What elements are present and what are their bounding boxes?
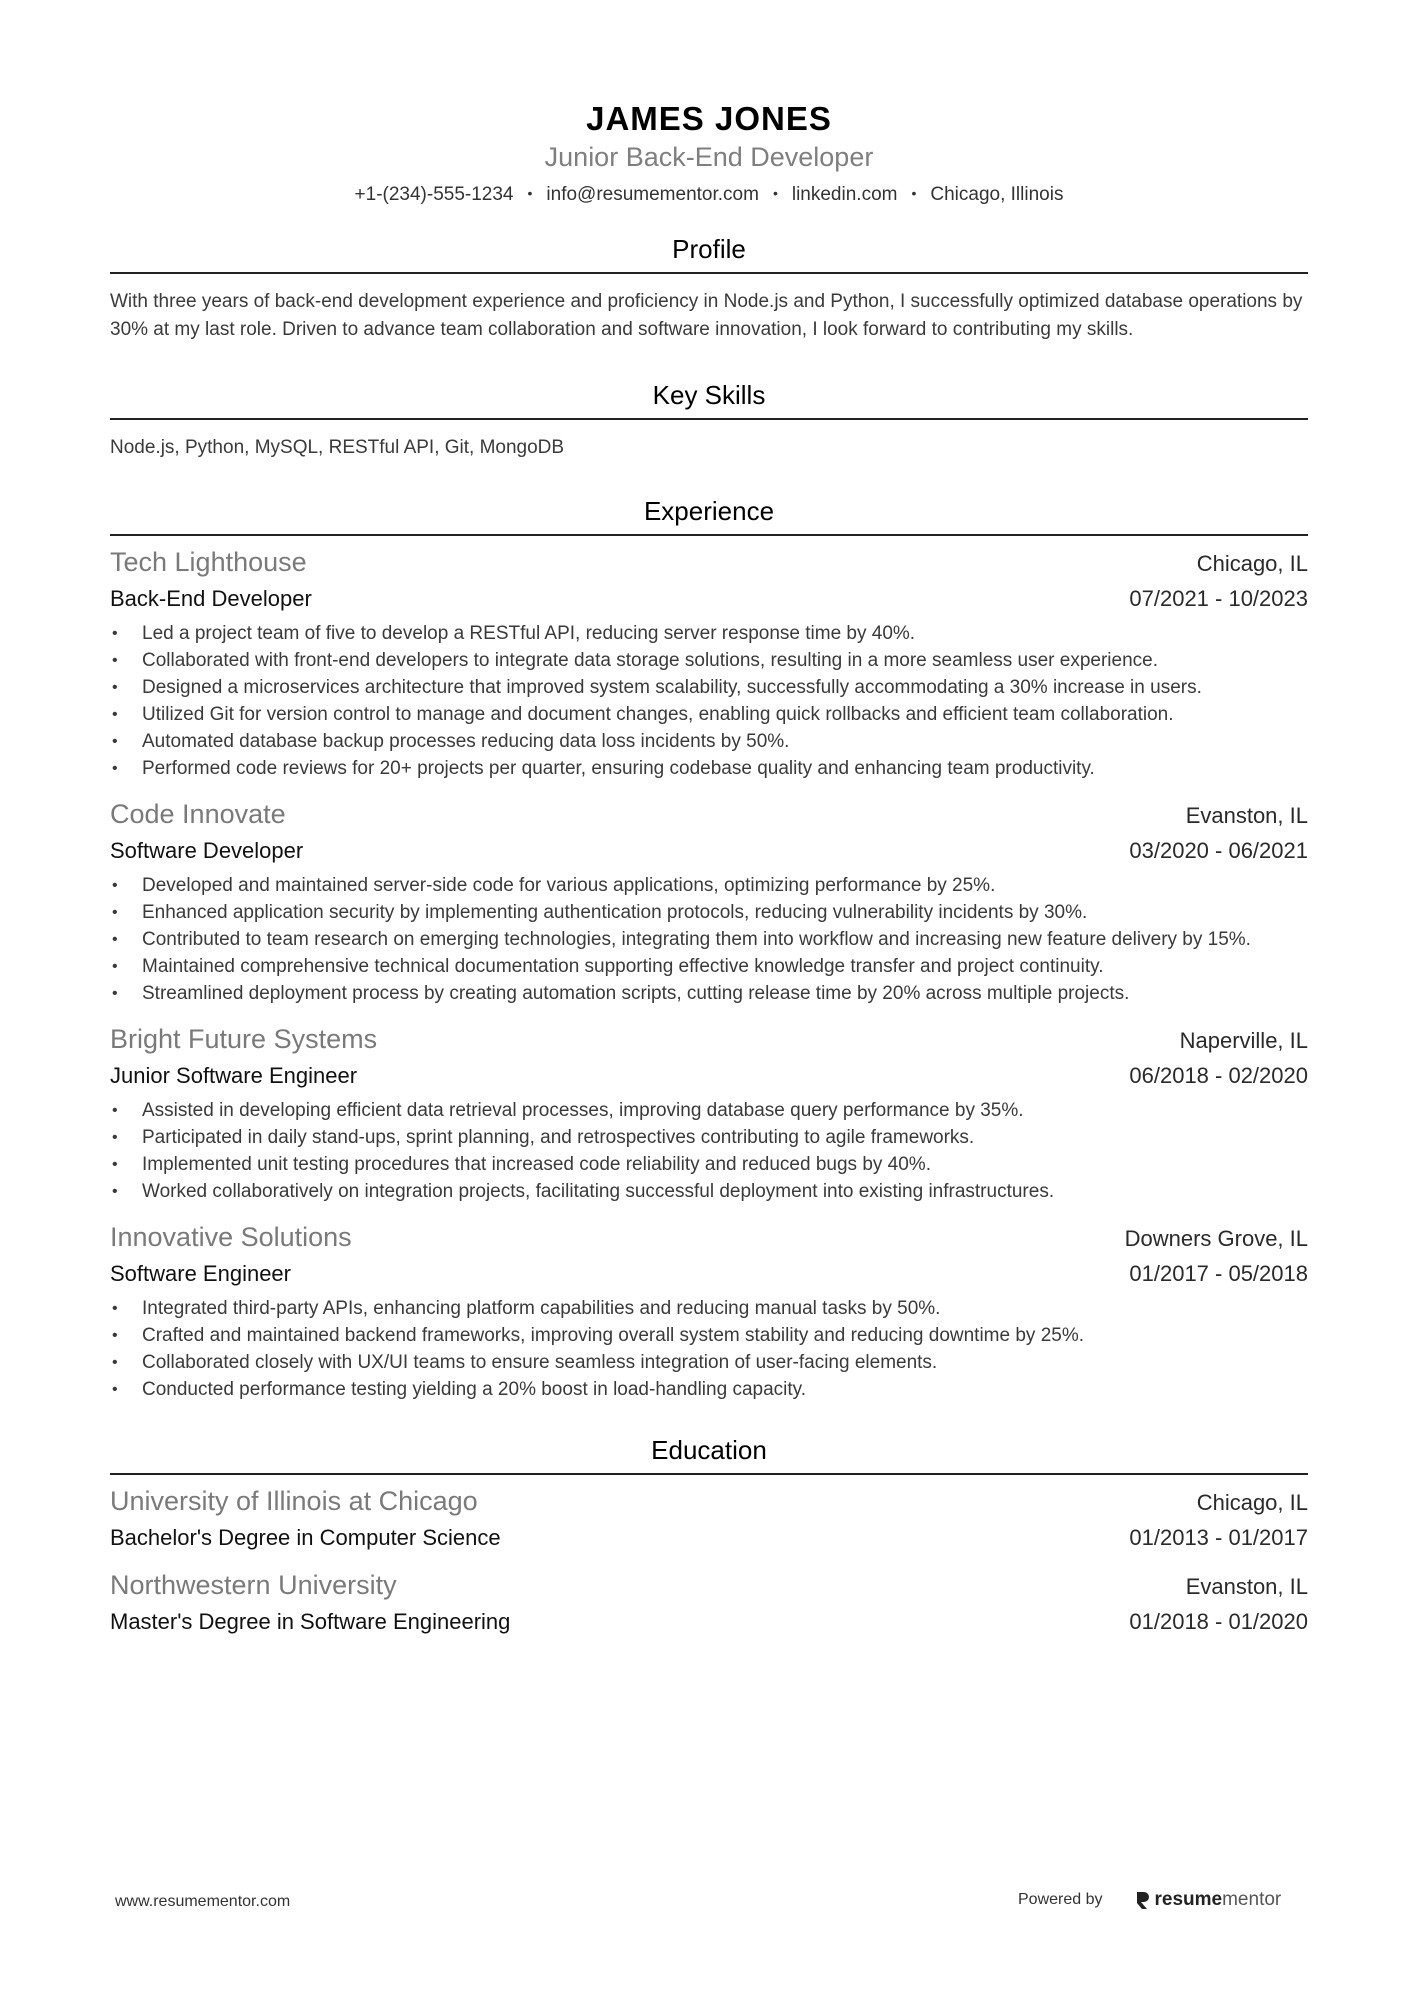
contact-email: info@resumementor.com: [546, 184, 759, 205]
job-location: Downers Grove, IL: [1124, 1226, 1308, 1251]
education-entry: [110, 1567, 1308, 1639]
job-bullet: • Designed a microservices architecture that improved system scalability, successfully accommodating a 30% increase in users.: [142, 674, 1308, 701]
job-header-row: [110, 1219, 1308, 1257]
contact-line: [110, 178, 1308, 210]
skills-section: [110, 378, 1308, 462]
job-bullet: • Integrated third-party APIs, enhancing platform capabilities and reducing manual tasks by 50%.: [142, 1295, 1308, 1322]
profile-text: With three years of back-end development experience and proficiency in Node.js and Python, I successfully optimized database operations by 30% at my last role. Driven to advance team collaboration and software innovation, I look forward to contributing my skills.: [110, 291, 1303, 340]
job-bullets: [110, 620, 1308, 782]
contact-separator: •: [772, 185, 778, 201]
resumementor-logo-icon: [1135, 1890, 1151, 1910]
edu-location: Chicago, IL: [1196, 1490, 1308, 1515]
edu-dates: 01/2018 - 01/2020: [1129, 1609, 1308, 1634]
resume-page: [110, 96, 1308, 1639]
section-heading-profile: Profile: [110, 232, 1308, 274]
job-entry: [110, 544, 1308, 782]
profile-section: [110, 232, 1308, 344]
job-role-row: [110, 1059, 1308, 1093]
job-bullet: • Worked collaboratively on integration projects, facilitating successful deployment into existing infrastructures.: [142, 1178, 1308, 1205]
contact-linkedin: linkedin.com: [791, 184, 898, 205]
section-heading-experience: Experience: [110, 494, 1308, 536]
candidate-title: Junior Back-End Developer: [544, 142, 874, 172]
job-bullet: • Streamlined deployment process by creating automation scripts, cutting release time by 20% across multiple projects.: [142, 980, 1308, 1007]
job-company: Bright Future Systems: [110, 1024, 378, 1054]
job-company: Tech Lighthouse: [110, 547, 307, 577]
edu-degree: Bachelor's Degree in Computer Science: [110, 1525, 501, 1550]
job-location: Naperville, IL: [1179, 1028, 1308, 1053]
footer-website[interactable]: www.resumementor.com: [115, 1893, 291, 1910]
job-company: Innovative Solutions: [110, 1222, 352, 1252]
job-header-row: [110, 1021, 1308, 1059]
footer-powered: [1018, 1889, 1281, 1911]
brand-light: mentor: [1222, 1889, 1282, 1910]
job-bullet: • Utilized Git for version control to manage and document changes, enabling quick rollbacks and efficient team collaboration.: [142, 701, 1308, 728]
job-bullet: • Performed code reviews for 20+ projects per quarter, ensuring codebase quality and enhancing team productivity.: [142, 755, 1308, 782]
edu-school: Northwestern University: [110, 1570, 397, 1600]
section-heading-skills: Key Skills: [110, 378, 1308, 420]
experience-section: [110, 494, 1308, 1403]
job-dates: 06/2018 - 02/2020: [1129, 1063, 1308, 1088]
contact-location: Chicago, Illinois: [930, 184, 1064, 205]
job-bullet: • Collaborated closely with UX/UI teams to ensure seamless integration of user-facing elements.: [142, 1349, 1308, 1376]
edu-degree-row: [110, 1605, 1308, 1639]
job-bullet: • Participated in daily stand-ups, sprint planning, and retrospectives contributing to agile frameworks.: [142, 1124, 1308, 1151]
job-bullet: • Automated database backup processes reducing data loss incidents by 50%.: [142, 728, 1308, 755]
job-bullets: [110, 872, 1308, 1007]
job-role-row: [110, 1257, 1308, 1291]
education-list: [110, 1483, 1308, 1639]
job-entry: [110, 1219, 1308, 1403]
job-role-row: [110, 834, 1308, 868]
job-role: Software Developer: [110, 838, 304, 863]
job-bullet: • Crafted and maintained backend frameworks, improving overall system stability and reducing downtime by 25%.: [142, 1322, 1308, 1349]
job-role: Back-End Developer: [110, 586, 312, 611]
job-bullets: [110, 1295, 1308, 1403]
job-header-row: [110, 796, 1308, 834]
job-dates: 03/2020 - 06/2021: [1129, 838, 1308, 863]
education-section: [110, 1433, 1308, 1639]
job-list: [110, 544, 1308, 1403]
job-entry: [110, 796, 1308, 1007]
skills-text: Node.js, Python, MySQL, RESTful API, Git, MongoDB: [110, 437, 565, 458]
contact-phone: +1-(234)-555-1234: [354, 184, 514, 205]
candidate-name: JAMES JONES: [586, 100, 832, 137]
edu-school: University of Illinois at Chicago: [110, 1486, 478, 1516]
edu-degree: Master's Degree in Software Engineering: [110, 1609, 511, 1634]
contact-separator: •: [527, 185, 533, 201]
job-bullet: • Enhanced application security by implementing authentication protocols, reducing vulnerability incidents by 30%.: [142, 899, 1308, 926]
job-location: Evanston, IL: [1185, 803, 1308, 828]
job-role: Junior Software Engineer: [110, 1063, 358, 1088]
edu-header-row: [110, 1567, 1308, 1605]
job-bullet: • Collaborated with front-end developers to integrate data storage solutions, resulting in a more seamless user experience.: [142, 647, 1308, 674]
job-bullet: • Implemented unit testing procedures that increased code reliability and reduced bugs by 40%.: [142, 1151, 1308, 1178]
job-role-row: [110, 582, 1308, 616]
job-bullets: [110, 1097, 1308, 1205]
edu-degree-row: [110, 1521, 1308, 1555]
job-bullet: • Maintained comprehensive technical documentation supporting effective knowledge transfer and project continuity.: [142, 953, 1308, 980]
contact-separator: •: [911, 185, 917, 201]
section-heading-education: Education: [110, 1433, 1308, 1475]
job-header-row: [110, 544, 1308, 582]
education-entry: [110, 1483, 1308, 1555]
job-bullet: • Developed and maintained server-side code for various applications, optimizing performance by 25%.: [142, 872, 1308, 899]
job-bullet: • Assisted in developing efficient data retrieval processes, improving database query performance by 35%.: [142, 1097, 1308, 1124]
edu-dates: 01/2013 - 01/2017: [1129, 1525, 1308, 1550]
edu-location: Evanston, IL: [1185, 1574, 1308, 1599]
job-dates: 07/2021 - 10/2023: [1129, 586, 1308, 611]
brand-logo[interactable]: [1135, 1889, 1282, 1911]
job-bullet: • Contributed to team research on emerging technologies, integrating them into workflow and increasing new feature delivery by 15%.: [142, 926, 1308, 953]
job-dates: 01/2017 - 05/2018: [1129, 1261, 1308, 1286]
brand-bold: resume: [1154, 1889, 1223, 1910]
powered-by-label: Powered by: [1018, 1891, 1103, 1908]
job-bullet: • Conducted performance testing yielding a 20% boost in load-handling capacity.: [142, 1376, 1308, 1403]
job-bullet: • Led a project team of five to develop a RESTful API, reducing server response time by 40%.: [142, 620, 1308, 647]
job-company: Code Innovate: [110, 799, 286, 829]
job-entry: [110, 1021, 1308, 1205]
edu-header-row: [110, 1483, 1308, 1521]
job-role: Software Engineer: [110, 1261, 291, 1286]
job-location: Chicago, IL: [1196, 551, 1308, 576]
